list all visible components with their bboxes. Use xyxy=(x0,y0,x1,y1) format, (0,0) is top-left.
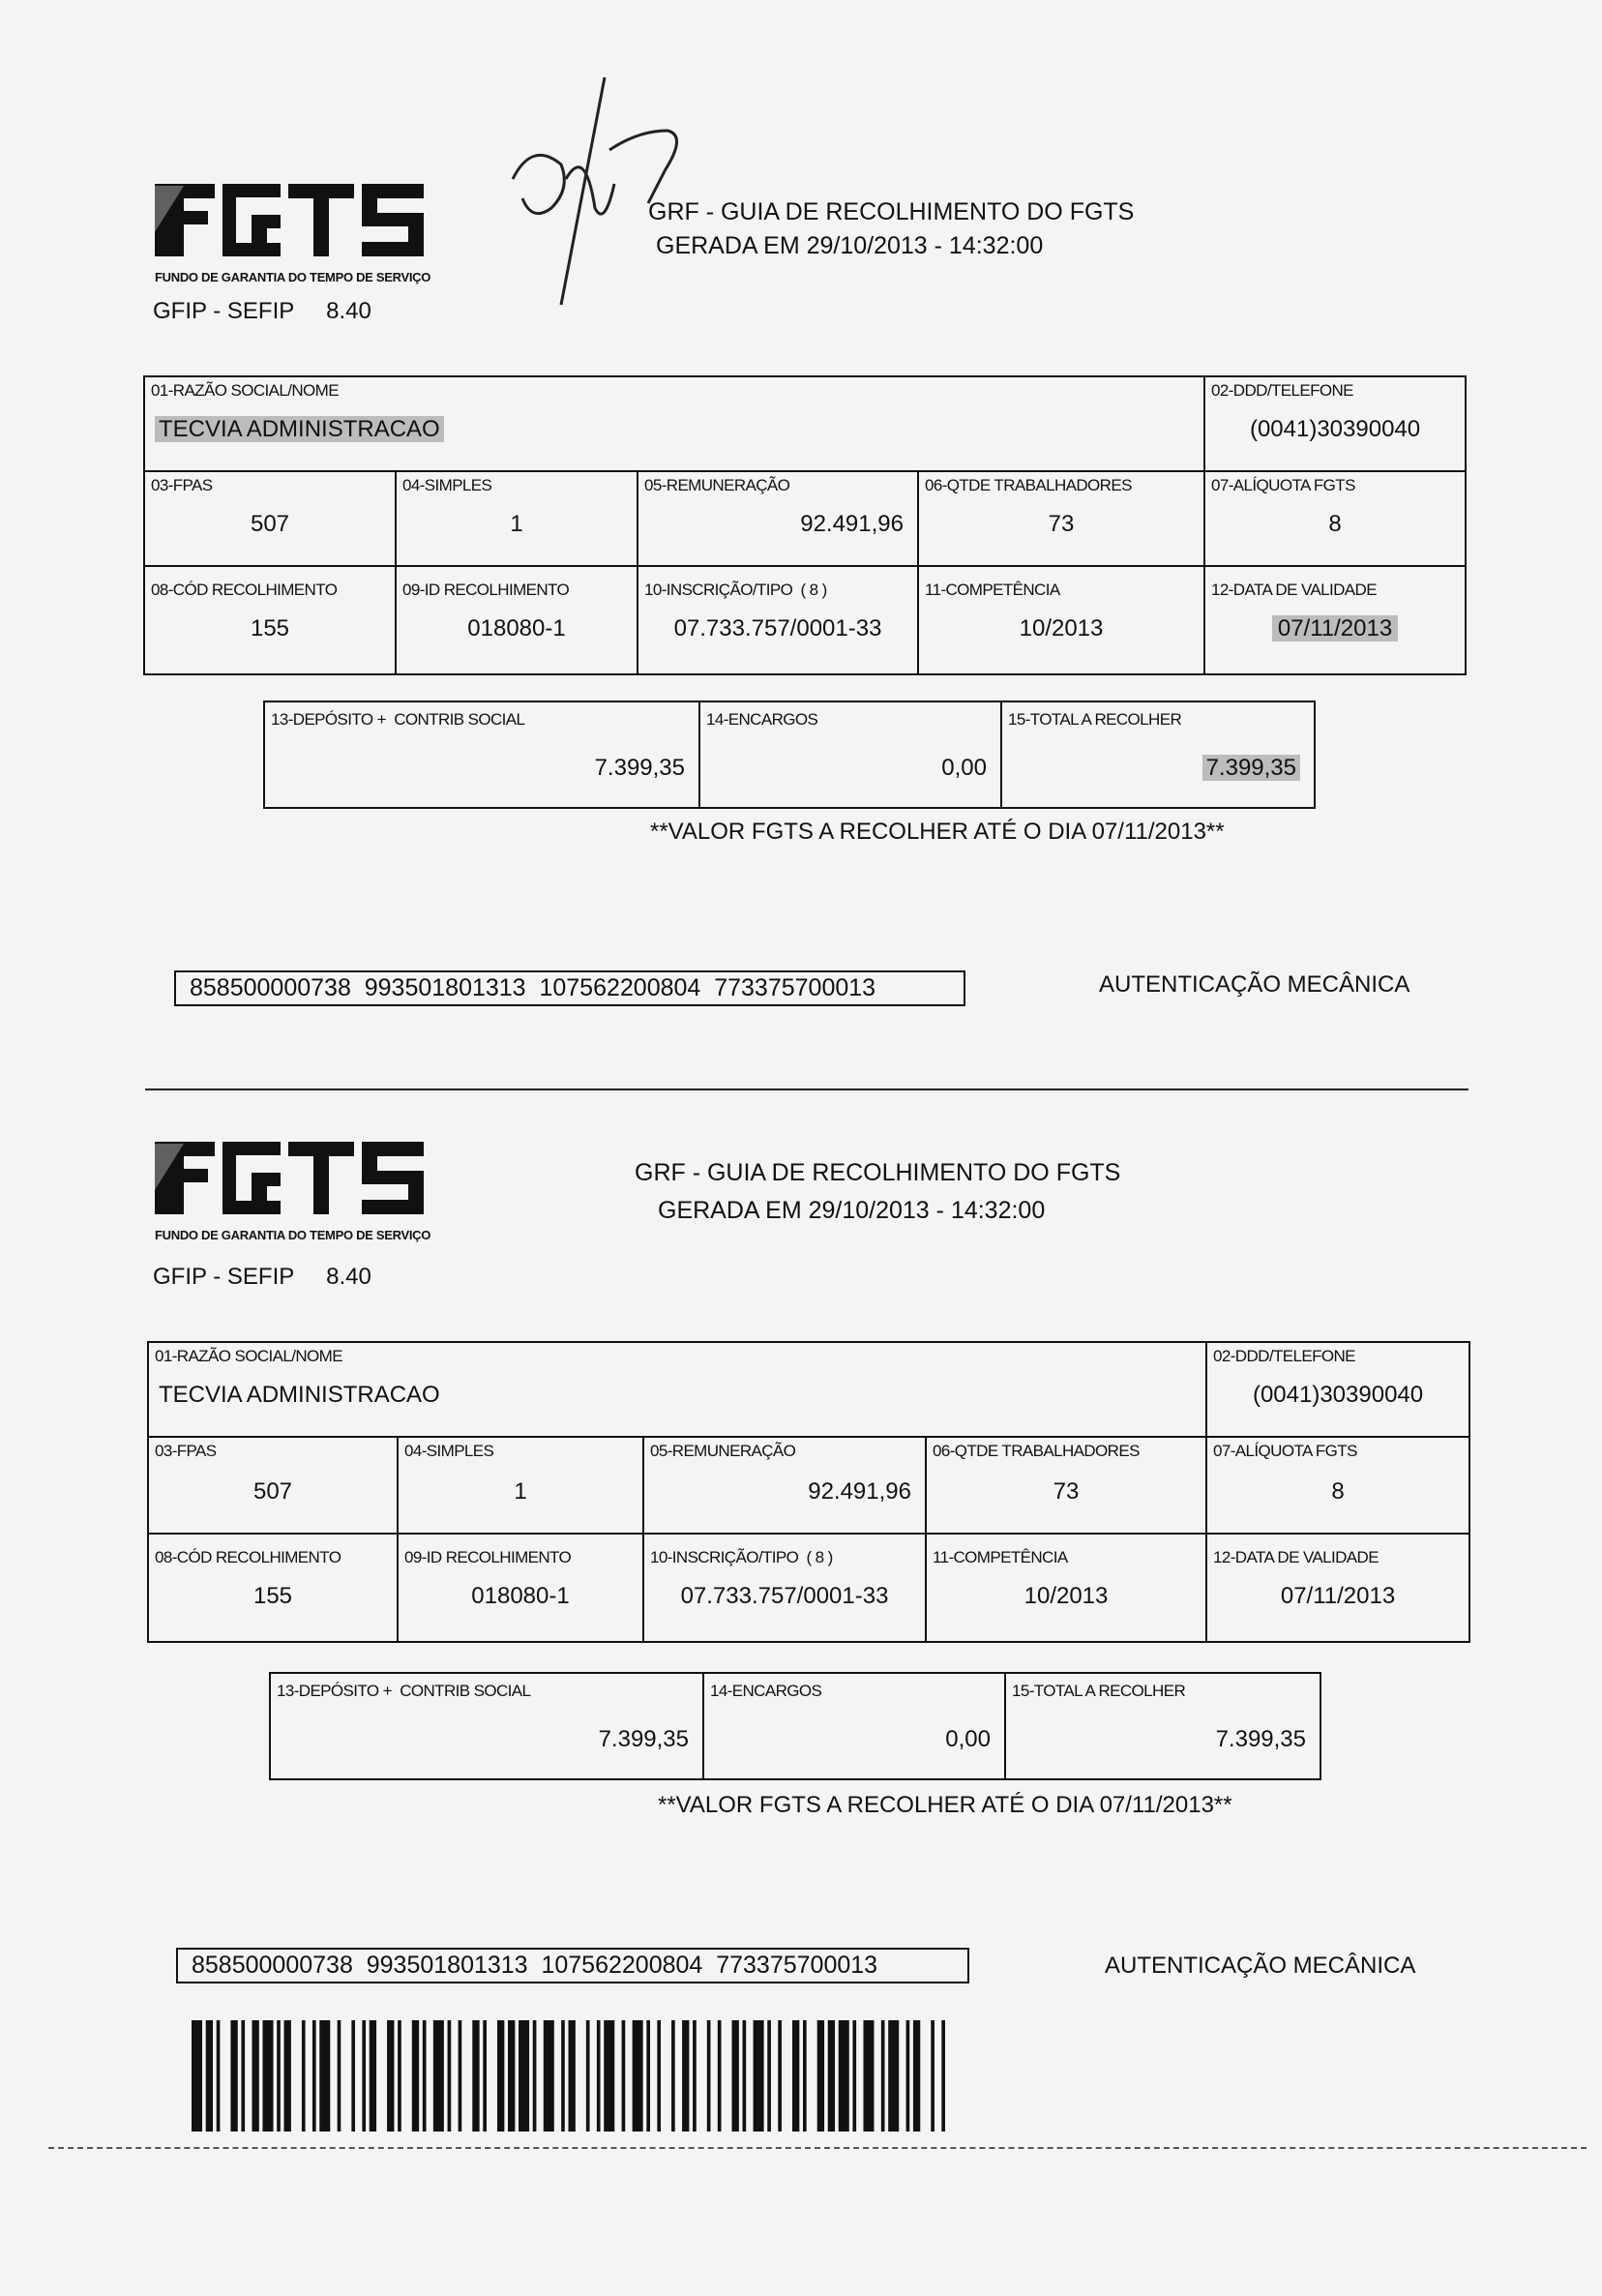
id-value: 018080-1 xyxy=(467,615,566,641)
simples-label: 04-SIMPLES xyxy=(402,476,492,494)
barcode-bar xyxy=(192,2020,202,2132)
aliquota-value: 8 xyxy=(1328,511,1342,537)
barcode-bar xyxy=(277,2020,281,2132)
barcode-bar xyxy=(778,2020,782,2132)
barcode-bar xyxy=(319,2020,330,2132)
generated-date: GERADA EM 29/10/2013 - 14:32:00 xyxy=(658,1197,1046,1224)
fpas-label: 03-FPAS xyxy=(151,476,213,494)
barcode-bar xyxy=(828,2020,835,2132)
barcode-bar xyxy=(561,2020,565,2132)
total-cell xyxy=(1005,1673,1320,1779)
validade-cell xyxy=(1206,1534,1469,1642)
aliquota-label: 07-ALÍQUOTA FGTS xyxy=(1213,1442,1357,1460)
barcode-bar xyxy=(743,2020,747,2132)
deposito-cell xyxy=(270,1673,703,1779)
barcode-bar xyxy=(459,2020,462,2132)
competencia-label: 11-COMPETÊNCIA xyxy=(925,581,1060,599)
competencia-value: 10/2013 xyxy=(1024,1583,1109,1609)
fgts-logo xyxy=(155,164,464,284)
handwritten-signature xyxy=(493,73,716,314)
cod-cell xyxy=(144,566,396,674)
encargos-label: 14-ENCARGOS xyxy=(710,1682,822,1700)
barcode-bar xyxy=(302,2020,306,2132)
qtde-value: 73 xyxy=(1053,1478,1080,1505)
barcode-bar xyxy=(622,2020,626,2132)
autenticacao-label: AUTENTICAÇÃO MECÂNICA xyxy=(1105,1953,1416,1979)
inscricao-value: 07.733.757/0001-33 xyxy=(673,615,882,641)
barcode-bar xyxy=(913,2020,920,2132)
barcode-bar xyxy=(657,2020,661,2132)
barcode-bar xyxy=(633,2020,643,2132)
inscricao-label: 10-INSCRIÇÃO/TIPO ( 8 ) xyxy=(644,581,827,599)
barcode-bar xyxy=(206,2020,213,2132)
deposito-label: 13-DEPÓSITO + CONTRIB SOCIAL xyxy=(271,710,525,729)
barcode-bar xyxy=(931,2020,934,2132)
barcode-bar xyxy=(906,2020,910,2132)
barcode-bar xyxy=(792,2020,799,2132)
deposito-cell xyxy=(264,701,699,808)
id-cell xyxy=(396,566,638,674)
barcode-bar xyxy=(732,2020,739,2132)
fgts-logo-mark xyxy=(155,164,464,261)
barcode-bar xyxy=(262,2020,273,2132)
barcode-bar xyxy=(839,2020,849,2132)
barcode-bar xyxy=(888,2020,899,2132)
encargos-label: 14-ENCARGOS xyxy=(706,710,818,729)
cod-value: 155 xyxy=(250,615,290,641)
cod-label: 08-CÓD RECOLHIMENTO xyxy=(155,1548,341,1566)
barcode-bar xyxy=(568,2020,575,2132)
slip-title: GRF - GUIA DE RECOLHIMENTO DO FGTS xyxy=(648,198,1135,225)
barcode-bar xyxy=(448,2020,452,2132)
gfip-version: GFIP - SEFIP 8.40 xyxy=(153,298,371,324)
razao-label: 01-RAZÃO SOCIAL/NOME xyxy=(151,381,339,400)
aliquota-label: 07-ALÍQUOTA FGTS xyxy=(1211,476,1355,494)
barcode-bar xyxy=(433,2020,444,2132)
slip-2-main-grid xyxy=(147,1341,1470,1643)
remuneracao-label: 05-REMUNERAÇÃO xyxy=(650,1442,796,1460)
barcode-bar xyxy=(881,2020,885,2132)
barcode-bar xyxy=(398,2020,401,2132)
barcode-bar xyxy=(338,2020,341,2132)
cod-value: 155 xyxy=(252,1583,293,1609)
barcode-bar xyxy=(767,2020,771,2132)
barcode-bar xyxy=(682,2020,689,2132)
razao-label: 01-RAZÃO SOCIAL/NOME xyxy=(155,1347,342,1365)
fpas-cell xyxy=(148,1437,398,1534)
razao-cell xyxy=(144,376,1204,471)
slip-divider xyxy=(145,1088,1468,1090)
competencia-cell xyxy=(926,1534,1206,1642)
razao-value: TECVIA ADMINISTRACAO xyxy=(159,1382,440,1408)
generated-date: GERADA EM 29/10/2013 - 14:32:00 xyxy=(656,232,1044,259)
fpas-cell xyxy=(144,471,396,566)
barcode-bar xyxy=(754,2020,764,2132)
barcode-bar xyxy=(852,2020,856,2132)
remuneracao-cell xyxy=(643,1437,926,1534)
validade-value: 07/11/2013 xyxy=(1280,1583,1396,1609)
qtde-label: 06-QTDE TRABALHADORES xyxy=(925,476,1132,494)
barcode-bar xyxy=(497,2020,504,2132)
remuneracao-label: 05-REMUNERAÇÃO xyxy=(644,476,790,494)
total-value: 7.399,35 xyxy=(1002,755,1314,782)
logo-subtitle: FUNDO DE GARANTIA DO TEMPO DE SERVIÇO xyxy=(155,1228,431,1242)
slip-title: GRF - GUIA DE RECOLHIMENTO DO FGTS xyxy=(635,1159,1121,1186)
barcode-bar xyxy=(230,2020,237,2132)
barcode-bar xyxy=(412,2020,419,2132)
barcode-bar xyxy=(508,2020,515,2132)
deposito-value: 7.399,35 xyxy=(598,1726,689,1752)
barcode-bar xyxy=(284,2020,291,2132)
validade-cell xyxy=(1204,566,1466,674)
barcode-bar xyxy=(863,2020,874,2132)
telefone-label: 02-DDD/TELEFONE xyxy=(1211,381,1353,400)
aliquota-cell xyxy=(1204,471,1466,566)
razao-cell xyxy=(148,1342,1206,1437)
barcode-bar xyxy=(217,2020,221,2132)
qtde-cell xyxy=(918,471,1204,566)
barcode-bar xyxy=(519,2020,529,2132)
barcode-bar xyxy=(312,2020,316,2132)
autenticacao-label: AUTENTICAÇÃO MECÂNICA xyxy=(1099,971,1410,998)
barcode-bar xyxy=(362,2020,366,2132)
id-cell xyxy=(398,1534,643,1642)
competencia-label: 11-COMPETÊNCIA xyxy=(933,1548,1068,1566)
logo-subtitle: FUNDO DE GARANTIA DO TEMPO DE SERVIÇO xyxy=(155,270,431,284)
total-label: 15-TOTAL A RECOLHER xyxy=(1008,710,1182,729)
barcode-bar xyxy=(351,2020,355,2132)
fgts-logo-mark xyxy=(155,1122,464,1219)
barcode-bar xyxy=(544,2020,554,2132)
barcode-bar xyxy=(533,2020,537,2132)
barcode-bar xyxy=(597,2020,601,2132)
fpas-value: 507 xyxy=(252,1478,293,1505)
barcode-bar xyxy=(252,2020,258,2132)
inscricao-label: 10-INSCRIÇÃO/TIPO ( 8 ) xyxy=(650,1548,833,1566)
barcode-bar xyxy=(646,2020,650,2132)
simples-value: 1 xyxy=(510,511,523,537)
barcode-bar xyxy=(803,2020,807,2132)
qtde-cell xyxy=(926,1437,1206,1534)
telefone-label: 02-DDD/TELEFONE xyxy=(1213,1347,1355,1365)
barcode-bar xyxy=(604,2020,614,2132)
barcode-bar xyxy=(817,2020,824,2132)
simples-value: 1 xyxy=(514,1478,527,1505)
competencia-value: 10/2013 xyxy=(1019,615,1104,641)
encargos-cell xyxy=(703,1673,1005,1779)
encargos-value: 0,00 xyxy=(941,755,987,781)
barcode-bar xyxy=(941,2020,945,2132)
validade-label: 12-DATA DE VALIDADE xyxy=(1211,581,1377,599)
barcode-bar xyxy=(241,2020,245,2132)
barcode-bar xyxy=(370,2020,376,2132)
simples-cell xyxy=(396,471,638,566)
simples-label: 04-SIMPLES xyxy=(404,1442,494,1460)
id-label: 09-ID RECOLHIMENTO xyxy=(402,581,570,599)
gfip-version: GFIP - SEFIP 8.40 xyxy=(153,1264,371,1290)
remuneracao-value: 92.491,96 xyxy=(808,1478,911,1505)
total-cell xyxy=(1001,701,1315,808)
fpas-value: 507 xyxy=(250,511,290,537)
inscricao-cell xyxy=(643,1534,926,1642)
deposito-value: 7.399,35 xyxy=(594,755,685,781)
id-value: 018080-1 xyxy=(471,1583,570,1609)
aliquota-value: 8 xyxy=(1331,1478,1345,1505)
qtde-value: 73 xyxy=(1048,511,1075,537)
barcode-bar xyxy=(718,2020,722,2132)
fgts-logo xyxy=(155,1122,464,1242)
barcode-bar xyxy=(671,2020,675,2132)
simples-cell xyxy=(398,1437,643,1534)
barcode-bar xyxy=(387,2020,394,2132)
competencia-cell xyxy=(918,566,1204,674)
deposito-label: 13-DEPÓSITO + CONTRIB SOCIAL xyxy=(277,1682,531,1700)
barcode-bar xyxy=(586,2020,590,2132)
inscricao-cell xyxy=(638,566,918,674)
cod-cell xyxy=(148,1534,398,1642)
remuneracao-value: 92.491,96 xyxy=(800,511,904,537)
fpas-label: 03-FPAS xyxy=(155,1442,217,1460)
barcode-icon xyxy=(192,2020,956,2132)
barcode-bar xyxy=(693,2020,697,2132)
telefone-value: (0041)30390040 xyxy=(1252,1382,1424,1408)
valor-note: **VALOR FGTS A RECOLHER ATÉ O DIA 07/11/2013** xyxy=(650,819,1225,845)
slip-1-totals-grid xyxy=(263,701,1316,809)
barcode-bar xyxy=(472,2020,479,2132)
encargos-value: 0,00 xyxy=(945,1726,991,1752)
slip-2-totals-grid xyxy=(269,1672,1321,1780)
telefone-cell xyxy=(1204,376,1466,471)
barcode-number: 858500000738 993501801313 107562200804 773375700013 xyxy=(174,970,965,1006)
barcode-bar xyxy=(483,2020,487,2132)
encargos-cell xyxy=(699,701,1001,808)
barcode-bar xyxy=(423,2020,427,2132)
cut-line xyxy=(48,2147,1587,2149)
telefone-value: (0041)30390040 xyxy=(1249,416,1421,442)
cod-label: 08-CÓD RECOLHIMENTO xyxy=(151,581,338,599)
validade-value: 07/11/2013 xyxy=(1205,615,1465,642)
barcode-number: 858500000738 993501801313 107562200804 773375700013 xyxy=(176,1948,969,1983)
slip-1-main-grid xyxy=(143,375,1467,675)
inscricao-value: 07.733.757/0001-33 xyxy=(680,1583,889,1609)
razao-value: TECVIA ADMINISTRACAO xyxy=(145,416,1203,443)
valor-note: **VALOR FGTS A RECOLHER ATÉ O DIA 07/11/2013** xyxy=(658,1792,1232,1818)
aliquota-cell xyxy=(1206,1437,1469,1534)
barcode-bar xyxy=(707,2020,711,2132)
id-label: 09-ID RECOLHIMENTO xyxy=(404,1548,572,1566)
total-label: 15-TOTAL A RECOLHER xyxy=(1012,1682,1186,1700)
remuneracao-cell xyxy=(638,471,918,566)
total-value: 7.399,35 xyxy=(1215,1726,1306,1752)
validade-label: 12-DATA DE VALIDADE xyxy=(1213,1548,1379,1566)
qtde-label: 06-QTDE TRABALHADORES xyxy=(933,1442,1140,1460)
telefone-cell xyxy=(1206,1342,1469,1437)
